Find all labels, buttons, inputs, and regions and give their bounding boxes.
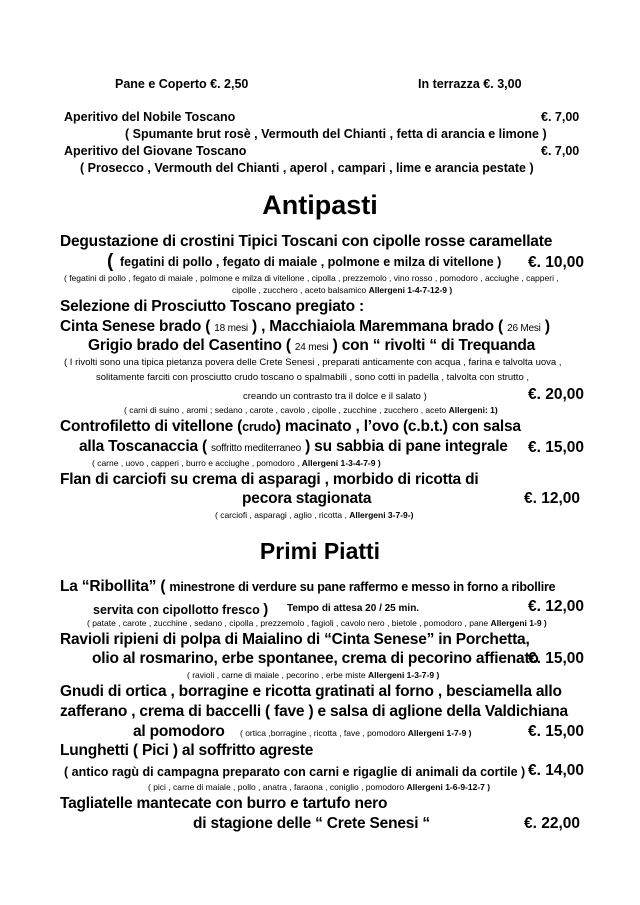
controfiletto-soffritto: soffritto mediterraneo: [211, 443, 301, 454]
ribollita-desc: minestrone di verdure su pane raffermo e messo in forno a ribollire: [169, 580, 556, 594]
ribollita-allergens: Allergeni 1-9 ): [490, 618, 547, 628]
pici-ingredients-text: ( pici , carne di maiale , pollo , anatra , faraona , coniglio , pomodoro: [148, 782, 405, 792]
prosciutto-cinta-age: 18 mesi: [214, 323, 248, 334]
ribollita-wait-time: Tempo di attesa 20 / 25 min.: [287, 603, 420, 614]
cover-charge-bread: Pane e Coperto €. 2,50: [115, 77, 249, 91]
ribollita-ingredients-text: ( patate , carote , zucchine , sedano , cipolla , prezzemolo , fagioli , cavolo nero , bietole , pomodoro , pane: [87, 618, 489, 628]
controfiletto-allergens: Allergeni 1-3-4-7-9 ): [301, 458, 381, 468]
flan-price: €. 12,00: [524, 490, 581, 507]
ravioli-ingredients: [187, 670, 439, 680]
ribollita-name: La “Ribollita” (: [60, 578, 166, 595]
crostini-paren: (: [107, 251, 114, 272]
gnudi-ingredients: [240, 728, 472, 738]
tagliatelle-line2: di stagione delle “ Crete Senesi “: [193, 815, 430, 832]
controfiletto-ingredients-text: ( carne , uovo , capperi , burro e acciughe , pomodoro ,: [92, 458, 300, 468]
section-title-antipasti: Antipasti: [262, 190, 378, 220]
flan-ingredients: [215, 510, 413, 520]
prosciutto-line2: [60, 318, 550, 336]
pici-ingredients: [148, 782, 490, 792]
ribollita-ingredients: [87, 618, 547, 628]
pici-allergens: Allergeni 1-6-9-12-7 ): [406, 782, 491, 792]
prosciutto-grigio-age: 24 mesi: [294, 342, 329, 353]
prosciutto-cinta: Cinta Senese brado (: [60, 318, 211, 335]
ravioli-price: €. 15,00: [528, 650, 585, 667]
gnudi-ingredients-text: ( ortica ,borragine , ricotta , fave , pomodoro: [240, 728, 406, 738]
prosciutto-desc-2: solitamente farciti con prosciutto crudo toscano o spalmabili , sono cotti in padella , talvolta con strutto ,: [96, 372, 530, 383]
ravioli-line1: Ravioli ripieni di polpa di Maialino di “Cinta Senese” in Porchetta,: [60, 631, 530, 648]
prosciutto-close-paren: ): [544, 318, 550, 335]
crostini-ingredients-2: [232, 285, 452, 295]
tagliatelle-line1: Tagliatelle mantecate con burro e tartufo nero: [60, 795, 388, 812]
controfiletto-line1: [60, 418, 521, 436]
controfiletto-crudo: crudo: [242, 420, 276, 434]
ravioli-line2: olio al rosmarino, erbe spontanee, crema di pecorino affienato: [92, 650, 539, 667]
cover-charge-terrace: In terrazza €. 3,00: [418, 77, 522, 91]
gnudi-allergens: Allergeni 1-7-9 ): [407, 728, 472, 738]
gnudi-line2: zafferano , crema di baccelli ( fave ) e salsa di aglione della Valdichiana: [60, 703, 568, 720]
crostini-allergens: Allergeni 1-4-7-12-9 ): [368, 285, 453, 295]
gnudi-price: €. 15,00: [528, 723, 585, 740]
ribollita-line1: [60, 578, 555, 596]
controfiletto-toscanaccia: alla Toscanaccia (: [79, 438, 207, 455]
aperitivo-2-price: €. 7,00: [541, 144, 580, 158]
prosciutto-line1: Selezione di Prosciutto Toscano pregiato :: [60, 298, 364, 315]
prosciutto-price: €. 20,00: [528, 386, 585, 403]
controfiletto-price: €. 15,00: [528, 439, 585, 456]
controfiletto-name: Controfiletto di vitellone (: [60, 418, 243, 435]
prosciutto-allergens: Allergeni: 1): [448, 405, 498, 415]
ravioli-ingredients-text: ( ravioli , carne di maiale , pecorino , erbe miste: [187, 670, 366, 680]
ribollita-line2: [93, 601, 268, 618]
gnudi-line3: al pomodoro: [133, 723, 225, 740]
aperitivo-2-name: Aperitivo del Giovane Toscano: [64, 144, 247, 158]
crostini-ingredients-1: ( fegatini di pollo , fegato di maiale , polmone e milza di vitellone , cipolla , prezzemolo , vino rosso , pomodoro , acciughe , capperi ,: [64, 273, 559, 283]
controfiletto-ingredients: [92, 458, 381, 468]
pici-line1: Lunghetti ( Pici ) al soffritto agreste: [60, 742, 314, 759]
gnudi-line1: Gnudi di ortica , borragine e ricotta gratinati al forno , besciamella allo: [60, 683, 562, 700]
ribollita-price: €. 12,00: [528, 598, 585, 615]
aperitivo-1-price: €. 7,00: [541, 110, 580, 124]
flan-line2: pecora stagionata: [242, 490, 372, 507]
flan-allergens: Allergeni 3-7-9-): [349, 510, 414, 520]
prosciutto-grigio: Grigio brado del Casentino (: [88, 337, 291, 354]
ribollita-close-paren: ): [263, 601, 269, 618]
flan-ingredients-text: ( carciofi , asparagi , aglio , ricotta ,: [215, 510, 347, 520]
ribollita-served: servita con cipollotto fresco: [93, 603, 260, 617]
aperitivo-1-desc: ( Spumante brut rosè , Vermouth del Chianti , fetta di arancia e limone ): [125, 127, 547, 141]
ravioli-allergens: Allergeni 1-3-7-9 ): [367, 670, 440, 680]
prosciutto-ingredients-text: ( carni di suino , aromi ; sedano , carote , cavolo , cipolle , zucchine , zucchero , aceto: [124, 405, 447, 415]
flan-line1: Flan di carciofi su crema di asparagi , morbido di ricotta di: [60, 471, 479, 488]
prosciutto-macchiaiola-age: 26 Mesi: [507, 323, 541, 334]
prosciutto-ingredients: [124, 405, 498, 415]
controfiletto-rest: ) macinato , l’ovo (c.b.t.) con salsa: [275, 418, 521, 435]
prosciutto-macchiaiola: ) , Macchiaiola Maremmana brado (: [252, 318, 503, 335]
crostini-price: €. 10,00: [528, 254, 585, 271]
prosciutto-desc-3: creando un contrasto tra il dolce e il salato ): [243, 391, 427, 402]
prosciutto-desc-1: ( I rivolti sono una tipica pietanza povera delle Crete Senesi , preparati anticamente con acqua , farina e talvolta uova ,: [64, 357, 562, 368]
controfiletto-sabbia: ) su sabbia di pane integrale: [305, 438, 508, 455]
pici-price: €. 14,00: [528, 762, 585, 779]
crostini-ingredients-2-text: cipolle , zucchero , aceto balsamico: [232, 285, 367, 295]
crostini-line1: Degustazione di crostini Tipici Toscani con cipolle rosse caramellate: [60, 233, 553, 250]
aperitivo-2-desc: ( Prosecco , Vermouth del Chianti , aperol , campari , lime e arancia pestate ): [80, 161, 534, 175]
crostini-line2: fegatini di pollo , fegato di maiale , polmone e milza di vitellone ): [120, 255, 502, 269]
aperitivo-1-name: Aperitivo del Nobile Toscano: [64, 110, 236, 124]
pici-line2: ( antico ragù di campagna preparato con carni e rigaglie di animali da cortile ): [64, 765, 526, 779]
prosciutto-rivolti: ) con “ rivolti “ di Trequanda: [332, 337, 536, 354]
tagliatelle-price: €. 22,00: [524, 815, 581, 832]
section-title-primi: Primi Piatti: [259, 538, 381, 564]
controfiletto-line2: [79, 438, 508, 456]
prosciutto-line3: [88, 337, 535, 355]
